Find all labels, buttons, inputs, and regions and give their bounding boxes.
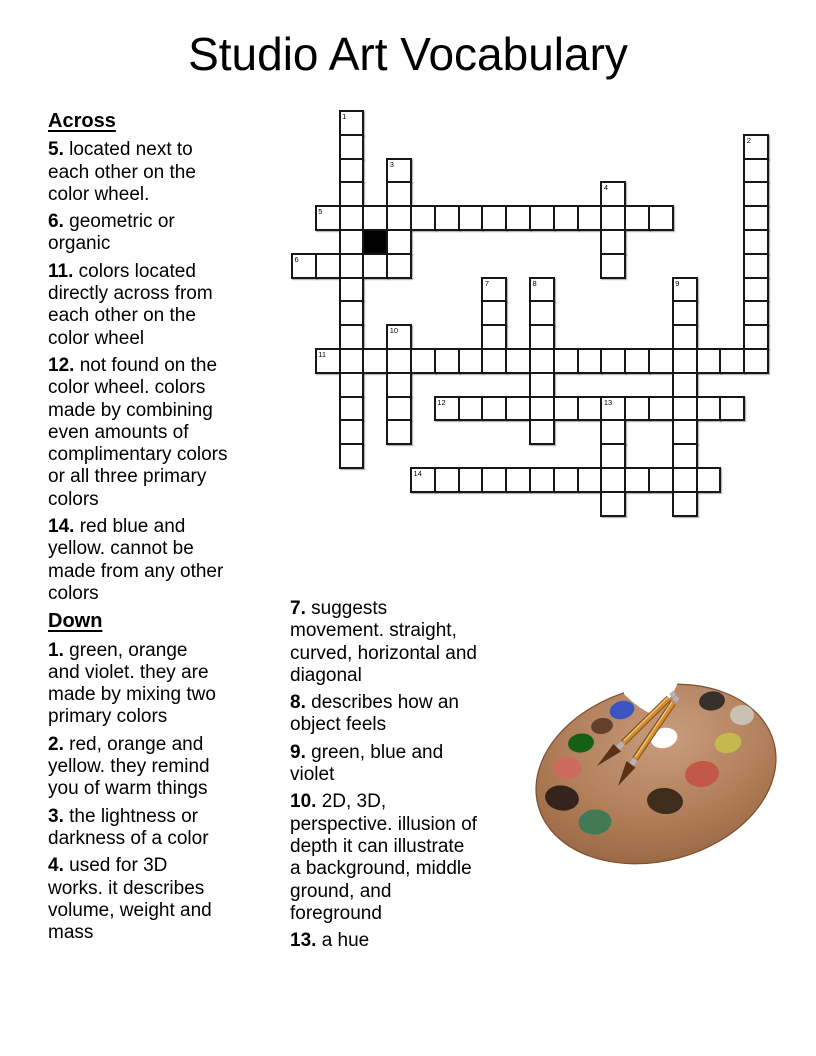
grid-cell [291,253,317,279]
clue-number: 2. [48,733,64,755]
grid-cell [672,300,698,326]
grid-cell [386,158,412,184]
grid-cell [577,348,603,374]
grid-cell [743,158,769,184]
grid-cell [458,348,484,374]
grid-cell [339,181,365,207]
grid-cell [529,205,555,231]
grid-cell-number: 1 [342,112,347,121]
clue-number: 10. [290,791,317,813]
grid-cell [672,372,698,398]
grid-cell [719,348,745,374]
grid-cell [481,205,507,231]
grid-cell [648,467,674,493]
across-heading: Across [48,110,116,132]
grid-cell [696,467,722,493]
clue-number: 1. [48,639,64,661]
grid-cell [481,348,507,374]
grid-cell [624,396,650,422]
grid-cell [339,324,365,350]
grid-cell [505,348,531,374]
grid-cell [600,229,626,255]
grid-cell [672,443,698,469]
grid-cell [529,277,555,303]
grid-cell [743,181,769,207]
grid-cell [481,277,507,303]
grid-cell [553,205,579,231]
grid-cell [529,467,555,493]
grid-cell [386,253,412,279]
clue-number: 12. [48,354,75,376]
clue-13: 13. a hue [290,930,370,952]
clue-number: 5. [48,139,64,161]
grid-cell [315,205,341,231]
grid-cell [529,300,555,326]
clue-11: 11. colors located directly across from each other on the color wheel [48,260,213,349]
grid-cell [339,396,365,422]
grid-cell [743,205,769,231]
grid-cell [481,300,507,326]
grid-cell [743,300,769,326]
grid-cell [672,348,698,374]
clue-6: 6. geometric or organic [48,211,175,255]
grid-cell [600,181,626,207]
grid-cell [600,396,626,422]
grid-cell [600,253,626,279]
brush-b-ferrule [632,759,636,765]
grid-cell [648,348,674,374]
grid-cell [386,229,412,255]
grid-cell [672,396,698,422]
grid-cell [458,205,484,231]
brush-a-cap [671,693,675,697]
grid-cell [458,396,484,422]
grid-cell [339,348,365,374]
grid-cell-number: 2 [746,135,751,145]
clue-number: 6. [48,211,64,233]
clue-1: 1. green, orange and violet. they are made by mixing two primary colors [48,639,216,728]
grid-cell [553,396,579,422]
clue-10: 10. 2D, 3D, perspective. illusion of depth it can illustrate a background, middle ground, and foreground [290,791,477,924]
grid-cell [339,300,365,326]
grid-cell [577,467,603,493]
clue-7: 7. suggests movement. straight, curved, horizontal and diagonal [290,598,477,686]
clue-5: 5. located next to each other on the color wheel. [48,139,196,205]
grid-cell [481,324,507,350]
clue-number: 7. [290,598,306,619]
grid-cell [672,491,698,517]
grid-cell [505,467,531,493]
grid-cell-number: 8 [532,278,537,288]
grid-cell [529,324,555,350]
grid-cell [577,396,603,422]
grid-cell [743,253,769,279]
down-heading: Down [48,610,103,633]
grid-cell [434,467,460,493]
grid-cell [624,348,650,374]
grid-cell-number: 11 [318,350,327,359]
grid-cell [386,324,412,350]
grid-cell [315,253,341,279]
grid-cell [553,467,579,493]
clues-column-left [48,110,280,949]
grid-cell [481,467,507,493]
grid-cell-number: 13 [603,397,613,407]
grid-cell [672,419,698,445]
grid-cell [458,467,484,493]
grid-cell [600,491,626,517]
grid-cell [386,419,412,445]
grid-cell [315,348,341,374]
grid-black-cell [362,229,388,255]
grid-cell [410,467,436,493]
grid-cell [339,205,365,231]
grid-cell [362,205,388,231]
down-clues-part1 [48,640,280,945]
grid-cell [362,348,388,374]
paint-palette-illustration [528,668,784,884]
grid-cell [434,348,460,374]
grid-cell [339,158,365,184]
grid-cell [434,205,460,231]
clue-9: 9. green, blue and violet [290,741,444,786]
grid-cell [696,396,722,422]
clue-number: 13. [290,930,317,952]
grid-cell [339,229,365,255]
clue-number: 14. [48,516,75,538]
grid-cell [339,372,365,398]
grid-cell [481,396,507,422]
grid-cell [696,348,722,374]
clue-14: 14. red blue and yellow. cannot be made from any other colors [48,516,224,604]
grid-cell [505,396,531,422]
clue-8: 8. describes how an object feels [290,692,460,736]
grid-cell [529,348,555,374]
grid-cell [386,205,412,231]
grid-cell [339,419,365,445]
grid-cell-number: 6 [294,254,299,264]
grid-cell [600,443,626,469]
grid-cell [434,396,460,422]
grid-cell-number: 9 [675,278,680,288]
grid-cell-number: 4 [603,183,609,193]
grid-cell-number: 3 [389,159,394,169]
crossword-grid [291,110,771,520]
grid-cell [600,348,626,374]
grid-cell [339,134,365,160]
ivory-paint [730,705,754,725]
grid-cell-number: 12 [437,397,446,407]
grid-cell [648,205,674,231]
grid-cell [386,181,412,207]
grid-cell [743,229,769,255]
grid-cell [624,467,650,493]
down-clues-part2 [290,598,540,952]
clue-12: 12. not found on the color wheel. colors made by combining even amounts of complimentary colors or all three primary colors [48,354,228,510]
grid-cell [600,205,626,231]
grid-cell [648,396,674,422]
grid-cell [386,372,412,398]
grid-cell [362,253,388,279]
grid-cell [719,396,745,422]
clue-3: 3. the lightness or darkness of a color [48,805,209,849]
grid-cell [529,372,555,398]
clue-4: 4. used for 3D works. it describes volume, weight and mass [48,855,212,944]
grid-cell [672,324,698,350]
grid-cell [339,253,365,279]
grid-cell [577,205,603,231]
clue-number: 4. [48,855,64,877]
grid-cell [743,324,769,350]
clue-number: 8. [290,692,306,714]
grid-cell [529,419,555,445]
clue-number: 3. [48,805,64,827]
grid-cell [386,396,412,422]
clue-2: 2. red, orange and yellow. they remind you of warm things [48,733,210,800]
clue-number: 9. [290,741,306,763]
grid-cell [624,205,650,231]
grid-cell [505,205,531,231]
grid-cell [339,110,365,136]
grid-cell [529,396,555,422]
grid-cell-number: 10 [389,326,399,336]
grid-cell [743,134,769,160]
grid-cell [339,443,365,469]
grid-cell [553,348,579,374]
grid-cell-number: 7 [484,278,490,288]
clue-number: 11. [48,260,74,282]
grid-cell [672,467,698,493]
grid-cell [600,467,626,493]
grid-cell [600,419,626,445]
grid-cell [743,277,769,303]
grid-cell-number: 14 [413,469,422,478]
grid-cell [386,348,412,374]
across-clues [48,139,280,605]
grid-cell [743,348,769,374]
grid-cell-number: 5 [318,207,323,217]
clues-column-middle [290,598,540,957]
grid-cell [410,348,436,374]
brush-a-ferrule [618,743,623,748]
page-title: Studio Art Vocabulary [188,28,628,80]
grid-cell [672,277,698,303]
brush-b-cap [675,697,678,701]
grid-cell [339,277,365,303]
grid-cell [410,205,436,231]
